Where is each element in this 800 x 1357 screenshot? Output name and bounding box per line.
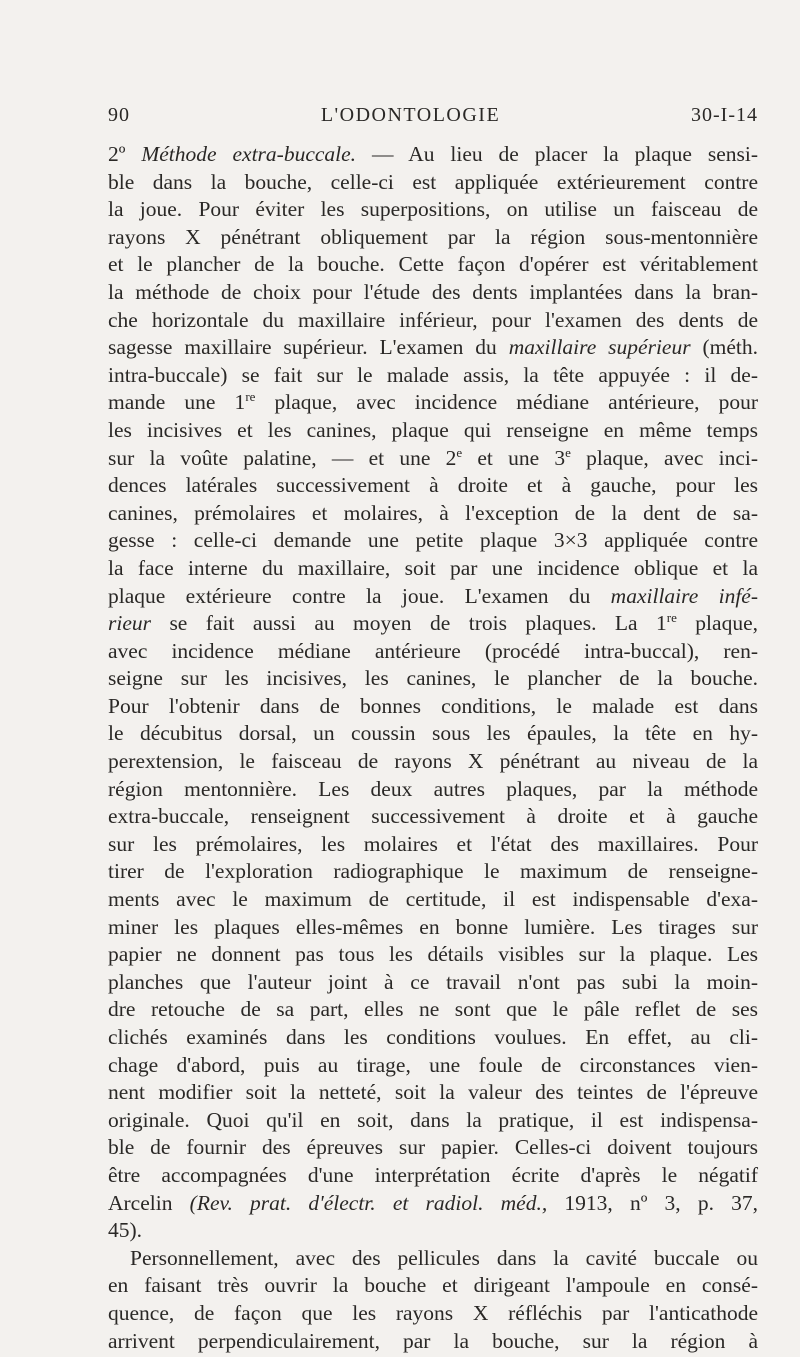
text-segment: sagesse maxillaire supérieur. L'examen du (108, 335, 509, 360)
text-line (108, 969, 758, 997)
text-segment: la méthode de choix pour l'étude des dents implantées dans la bran- (108, 279, 758, 304)
superscript: re (666, 610, 677, 626)
text-segment: che horizontale du maxillaire inférieur, pour l'examen des dents de (108, 307, 758, 332)
text-line (108, 500, 758, 528)
text-segment: plaque, avec inci- (570, 445, 758, 470)
text-line (108, 941, 758, 969)
text-segment: être accompagnées d'une interprétation écrite d'après le négatif (108, 1162, 758, 1187)
text-line (108, 720, 758, 748)
text-segment: la face interne du maxillaire, soit par une incidence oblique et la (108, 555, 758, 580)
text-segment: chage d'abord, puis au tirage, une foule de circonstances vien- (108, 1052, 758, 1077)
text-line (108, 141, 758, 169)
text-line (108, 776, 758, 804)
text-segment: ments avec le maximum de certitude, il est indispensable d'exa- (108, 887, 758, 912)
text-line (108, 362, 758, 390)
text-segment: papier ne donnent pas tous les détails visibles sur la plaque. Les (108, 942, 758, 967)
text-line (108, 1079, 758, 1107)
text-segment: 45). (108, 1218, 143, 1243)
text-line (108, 886, 758, 914)
text-segment: avec incidence médiane antérieure (procédé intra-buccal), ren- (108, 638, 758, 663)
text-segment: se fait aussi au moyen de trois plaques. La 1 (151, 611, 667, 636)
text-line (108, 1328, 758, 1356)
text-line (108, 610, 758, 638)
text-line (108, 169, 758, 197)
text-segment: Personnellement, avec des pellicules dans la cavité buccale ou (130, 1245, 758, 1270)
text-segment: région mentonnière. Les deux autres plaques, par la méthode (108, 776, 758, 801)
text-line (108, 748, 758, 776)
text-segment: dences latérales successivement à droite et à gauche, pour les (108, 473, 758, 498)
text-line (108, 665, 758, 693)
text-segment: ble dans la bouche, celle-ci est appliquée extérieurement contre (108, 169, 758, 194)
text-line (108, 1217, 758, 1245)
text-segment: 1913, nº 3, p. 37, (547, 1190, 759, 1215)
text-segment: la joue. Pour éviter les superpositions, on utilise un faisceau de (108, 197, 758, 222)
text-segment: — Au lieu de placer la plaque sensi- (356, 142, 759, 166)
text-segment: le décubitus dorsal, un coussin sous les épaules, la tête en hy- (108, 721, 758, 746)
superscript: e (565, 444, 571, 460)
text-line (108, 803, 758, 831)
text-segment: seigne sur les incisives, les canines, le plancher de la bouche. (108, 666, 758, 691)
text-segment: les incisives et les canines, plaque qui renseigne en même temps (108, 417, 758, 442)
text-line (108, 1272, 758, 1300)
text-segment: quence, de façon que les rayons X réfléchis par l'anticathode (108, 1300, 758, 1325)
text-line (108, 472, 758, 500)
text-segment: plaque, avec incidence médiane antérieure, pour (255, 390, 758, 415)
text-segment: sur les prémolaires, les molaires et l'état des maxillaires. Pour (108, 831, 758, 856)
text-segment: sur la voûte palatine, — et une 2 (108, 445, 457, 470)
text-line (108, 1052, 758, 1080)
issue-date: 30-I-14 (691, 104, 758, 126)
superscript: re (245, 389, 256, 405)
text-segment: planches que l'auteur joint à ce travail n'ont pas subi la moin- (108, 969, 758, 994)
text-line (108, 224, 758, 252)
text-line (108, 417, 758, 445)
text-segment: plaque extérieure contre la joue. L'examen du (108, 583, 611, 608)
text-line (108, 831, 758, 859)
text-line (108, 858, 758, 886)
text-segment: intra-buccale) se fait sur le malade assis, la tête appuyée : il de- (108, 362, 758, 387)
text-line (108, 334, 758, 362)
text-segment: perextension, le faisceau de rayons X pénétrant au niveau de la (108, 749, 758, 774)
text-line (108, 307, 758, 335)
text-segment: originale. Quoi qu'il en soit, dans la pratique, il est indispensa- (108, 1107, 758, 1132)
superscript: e (456, 444, 463, 460)
text-segment: canines, prémolaires et molaires, à l'exception de la dent de sa- (108, 500, 758, 525)
text-segment: extra-buccale, renseignent successivement à droite et à gauche (108, 804, 758, 829)
text-line (108, 1024, 758, 1052)
text-segment: ble de fournir des épreuves sur papier. Celles-ci doivent toujours (108, 1135, 758, 1160)
text-line (108, 1107, 758, 1135)
text-segment: miner les plaques elles-mêmes en bonne lumière. Les tirages sur (108, 914, 758, 939)
text-segment: dre retouche de sa part, elles ne sont que le pâle reflet de ses (108, 997, 758, 1022)
text-line (108, 279, 758, 307)
text-line (108, 914, 758, 942)
text-segment: Pour l'obtenir dans de bonnes conditions, le malade est dans (108, 693, 758, 718)
text-segment: 2º (108, 142, 142, 166)
text-segment: (méth. (690, 335, 759, 360)
text-segment: et une 3 (462, 445, 566, 470)
text-line (108, 527, 758, 555)
text-line (108, 583, 758, 611)
text-segment: arrivent perpendiculairement, par la bouche, sur la région à (108, 1328, 758, 1353)
text-line (108, 638, 758, 666)
text-line (108, 1134, 758, 1162)
text-line (108, 1190, 758, 1218)
text-segment: nent modifier soit la netteté, soit la valeur des teintes de l'épreuve (108, 1080, 758, 1105)
italic-text: maxillaire infé- (610, 583, 758, 608)
text-segment: clichés examinés dans les conditions voulues. En effet, au cli- (108, 1025, 758, 1049)
body-text (108, 141, 758, 1355)
text-line (108, 1300, 758, 1328)
italic-text: maxillaire supérieur (508, 335, 691, 360)
text-line (108, 389, 758, 417)
text-segment: gesse : celle-ci demande une petite plaque 3×3 appliquée contre (108, 528, 758, 553)
text-line (108, 1245, 758, 1273)
text-line (108, 996, 758, 1024)
text-segment: Arcelin (108, 1190, 190, 1215)
text-line (108, 693, 758, 721)
text-line (108, 196, 758, 224)
text-segment: mande une 1 (108, 390, 246, 415)
text-segment: et le plancher de la bouche. Cette façon d'opérer est véritablement (108, 252, 758, 277)
italic-text: (Rev. prat. d'électr. et radiol. méd., (189, 1190, 548, 1215)
text-segment: rayons X pénétrant obliquement par la région sous-mentonnière (108, 224, 758, 249)
italic-text: Méthode extra-buccale. (141, 142, 357, 166)
page-number: 90 (108, 104, 130, 126)
italic-text: rieur (108, 611, 151, 636)
text-segment: tirer de l'exploration radiographique le maximum de renseigne- (108, 859, 758, 884)
running-header (108, 104, 758, 127)
text-segment: en faisant très ouvrir la bouche et dirigeant l'ampoule en consé- (108, 1273, 758, 1298)
running-title: L'ODONTOLOGIE (320, 104, 501, 126)
text-line (108, 1162, 758, 1190)
text-line (108, 251, 758, 279)
text-line (108, 445, 758, 473)
text-line (108, 555, 758, 583)
text-segment: plaque, (676, 611, 758, 636)
